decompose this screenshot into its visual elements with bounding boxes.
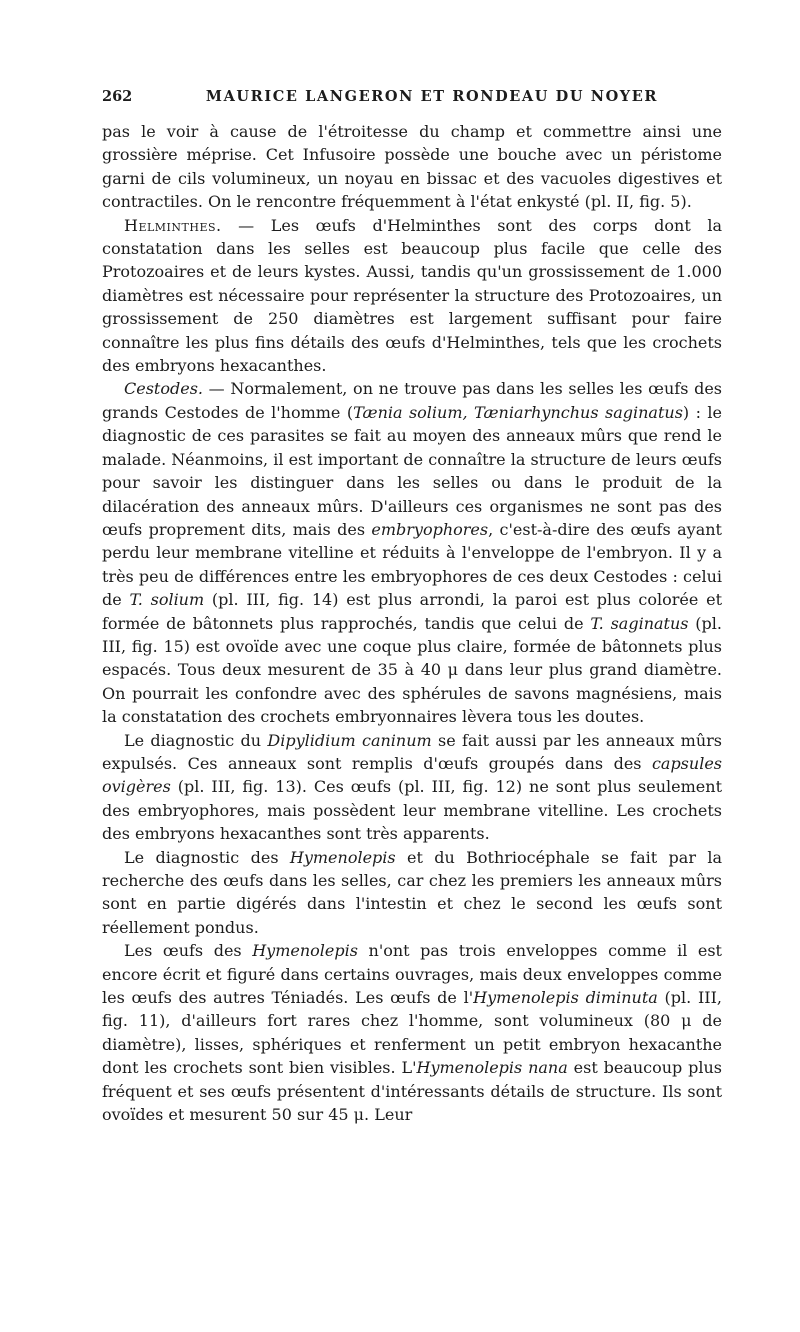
paragraph [102,214,722,378]
text-run: ) : le diagnostic de ces parasites se fait au moyen des anneaux mûrs que rend le malade. Néanmoins, il est important de connaître la structure de leurs œufs pour savoir les distinguer dans les selles ou dans le produit de la dilacération des anneaux mûrs. D'ailleurs ces organismes ne sont pas des œufs proprement dits, mais des [102,402,723,539]
text-run: (pl. III, fig. 13). Ces œufs (pl. III, fig. 12) ne sont plus seulement des embryophores, mais possèdent leur membrane vitelline. Les crochets des embryons hexacanthes sont très apparents. [102,777,722,844]
text-run: et du Bothriocéphale se fait par la recherche des œufs dans les selles, car chez les premiers les anneaux mûrs sont en partie digérés dans l'intestin et chez le second les œufs sont réellement pondus. [102,847,722,937]
italic-term: Hymenolepis [289,847,396,867]
text-run: pas le voir à cause de l'étroitesse du champ et commettre ainsi une grossière méprise. Cet Infusoire possède une bouche avec un péristome garni de cils volumineux, un noyau en bissac et des vacuoles digestives et contractiles. On le rencontre fréquemment à l'état enkysté (pl. II, fig. 5). [102,122,722,212]
italic-term: Hymenolepis diminuta [473,988,658,1008]
text-run: est beaucoup plus fréquent et ses œufs présentent d'intéressants détails de structure. Ils sont ovoïdes et mesurent 50 sur 45 μ. Leur [102,1058,723,1125]
text-run: (pl. III, fig. 11), d'ailleurs fort rares chez l'homme, sont volumineux (80 μ de diamètre), lisses, sphériques et renferment un petit embryon hexacanthe dont les crochets sont bien visibles. L' [102,988,722,1078]
italic-term: Dipylidium caninum [267,730,432,750]
running-head: MAURICE LANGERON ET RONDEAU DU NOYER [205,88,659,105]
paragraph [102,120,722,214]
paragraph [102,377,722,728]
paragraph [102,729,722,846]
italic-term: capsules ovigères [102,753,722,797]
paragraph [102,939,722,1126]
italic-term: Hymenolepis nana [416,1058,568,1078]
section-heading: Helminthes. [124,215,222,235]
text-run: Le diagnostic du [124,730,268,750]
text-run: (pl. III, fig. 14) est plus arrondi, la paroi est plus colorée et formée de bâtonnets plus rapprochés, tandis que celui de [102,590,722,633]
italic-term: T. solium [129,590,205,610]
text-run: Le diagnostic des [124,847,290,867]
italic-term: Tænia solium, Tæniarhynchus saginatus [353,402,683,422]
paragraph [102,846,722,940]
text-run: , c'est-à-dire des œufs ayant perdu leur membrane vitelline et réduits à l'enveloppe de l'embryon. Il y a très peu de différences entre les embryophores de ces deux Cestodes : celui de [102,519,722,610]
page-number: 262 [102,88,133,105]
text-run: n'ont pas trois enveloppes comme il est encore écrit et figuré dans certains ouvrages, mais deux enveloppes comme les œufs des autres Téniadés. Les œufs de l' [102,941,722,1008]
italic-term: Cestodes. [124,379,203,399]
page-header [102,88,722,112]
italic-term: T. saginatus [590,613,689,633]
body-text [102,120,722,1126]
italic-term: embryophores [371,519,489,539]
text-run: — Normalement, on ne trouve pas dans les selles les œufs des grands Cestodes de l'homme ( [102,379,722,422]
text-run: Les œufs des [124,941,253,961]
italic-term: Hymenolepis [252,941,358,961]
text-run: — Les œufs d'Helminthes sont des corps dont la constatation dans les selles est beaucoup plus facile que celle des Protozoaires et de leurs kystes. Aussi, tandis qu'un grossissement de 1.000 diamètres est nécessaire pour représenter la structure des Protozoaires, un grossissement de 250 diamètres est largement suffisant pour faire connaître les plus fins détails des œufs d'Helminthes, tels que les crochets des embryons hexacanthes. [102,215,722,376]
text-run: (pl. III, fig. 15) est ovoïde avec une coque plus claire, formée de bâtonnets plus espacés. Tous deux mesurent de 35 à 40 μ dans leur plus grand diamètre. On pourrait les confondre avec des sphérules de savons magnésiens, mais la constatation des crochets embryonnaires lèvera tous les doutes. [102,613,722,727]
text-run: se fait aussi par les anneaux mûrs expulsés. Ces anneaux sont remplis d'œufs groupés dans des [102,730,722,773]
